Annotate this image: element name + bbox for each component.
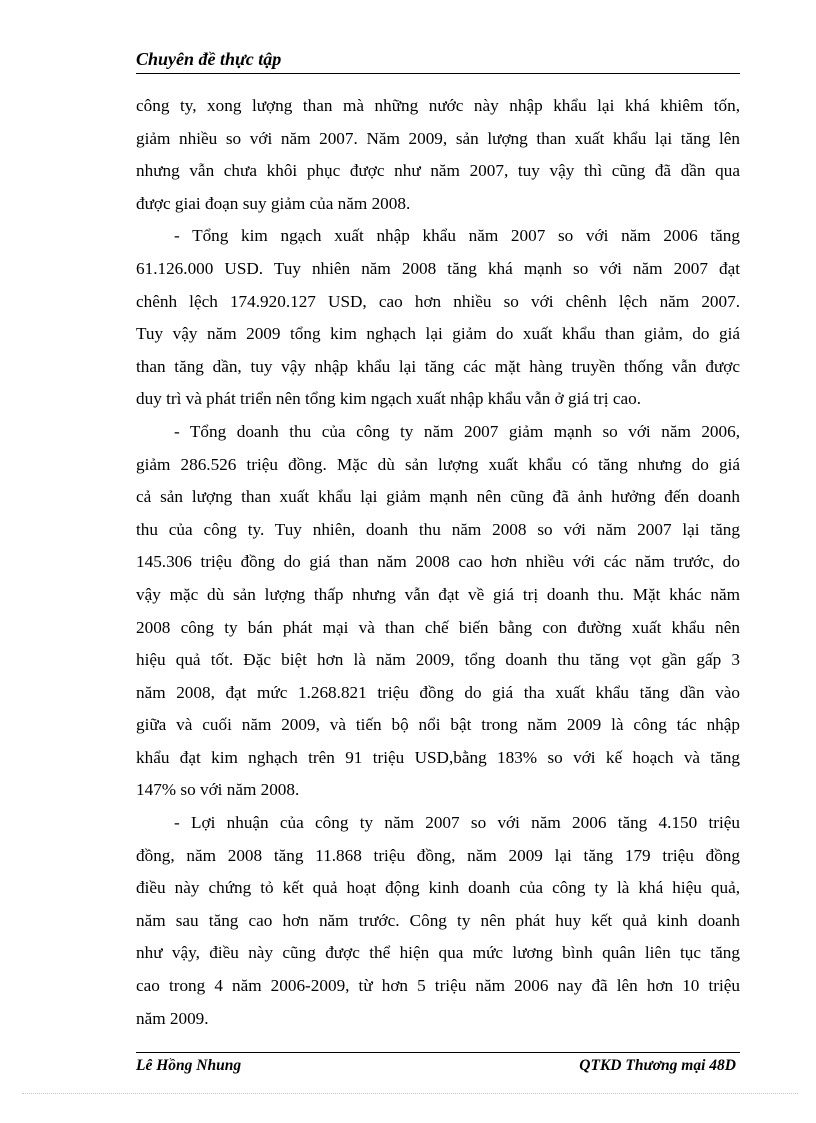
text-line: thu của công ty. Tuy nhiên, doanh thu năm 2008 so với năm 2007 lại tăng bbox=[136, 519, 740, 539]
text-line: - Lợi nhuận của công ty năm 2007 so với năm 2006 tăng 4.150 triệu bbox=[174, 813, 740, 833]
text-line: năm 2008, đạt mức 1.268.821 triệu đồng do giá tha xuất khẩu tăng dần vào bbox=[136, 682, 740, 702]
text-line: 2008 công ty bán phát mại và than chế biến bằng con đường xuất khẩu nên bbox=[136, 617, 740, 637]
text-line: 61.126.000 USD. Tuy nhiên năm 2008 tăng khá mạnh so với năm 2007 đạt bbox=[136, 258, 740, 278]
text-line: được giai đoạn suy giảm của năm 2008. bbox=[136, 193, 411, 213]
text-line: vậy mặc dù sản lượng thấp nhưng vẫn đạt về giá trị doanh thu. Mặt khác năm bbox=[136, 584, 740, 604]
text-line: công ty, xong lượng than mà những nước này nhập khẩu lại khá khiêm tốn, bbox=[136, 96, 740, 115]
text-line: năm 2009. bbox=[136, 1008, 209, 1028]
text-line: duy trì và phát triển nên tổng kim ngạch xuất nhập khẩu vẫn ở giá trị cao. bbox=[136, 389, 642, 409]
text-line: đồng, năm 2008 tăng 11.868 triệu đồng, năm 2009 lại tăng 179 triệu đồng bbox=[136, 845, 740, 865]
text-line: Tuy vậy năm 2009 tổng kim nghạch lại giảm do xuất khẩu than giảm, do giá bbox=[136, 324, 740, 344]
text-line: - Tổng doanh thu của công ty năm 2007 giảm mạnh so với năm 2006, bbox=[174, 421, 740, 441]
document-body bbox=[136, 90, 740, 1035]
text-line: giữa và cuối năm 2009, và tiến bộ nổi bật trong năm 2009 là công tác nhập bbox=[136, 715, 740, 735]
text-line: nhưng vẫn chưa khôi phục được như năm 2007, tuy vậy thì cũng đã dần qua bbox=[136, 161, 740, 181]
text-line: khẩu đạt kim nghạch trên 91 triệu USD,bằng 183% so với kế hoạch và tăng bbox=[136, 747, 740, 767]
footer-author: Lê Hồng Nhung bbox=[136, 1057, 242, 1074]
text-line: như vậy, điều này cũng được thể hiện qua mức lương bình quân liên tục tăng bbox=[136, 943, 740, 963]
text-line: điều này chứng tỏ kết quả hoạt động kinh doanh của công ty là khá hiệu quả, bbox=[136, 878, 740, 898]
footer-class: QTKD Thương mại 48D bbox=[579, 1057, 736, 1074]
text-line: chênh lệch 174.920.127 USD, cao hơn nhiều so với chênh lệch năm 2007. bbox=[136, 291, 740, 311]
text-line: hiệu quả tốt. Đặc biệt hơn là năm 2009, tổng doanh thu tăng vọt gần gấp 3 bbox=[136, 650, 740, 670]
text-line: năm sau tăng cao hơn năm trước. Công ty nên phát huy kết quả kinh doanh bbox=[136, 910, 740, 930]
page-header bbox=[136, 49, 740, 74]
page-edge-divider bbox=[22, 1093, 798, 1094]
text-line: giảm 286.526 triệu đồng. Mặc dù sản lượng xuất khẩu có tăng nhưng do giá bbox=[136, 454, 740, 474]
text-line: cả sản lượng than xuất khẩu lại giảm mạnh nên cũng đã ảnh hưởng đến doanh bbox=[136, 487, 740, 507]
text-line: giảm nhiều so với năm 2007. Năm 2009, sản lượng than xuất khẩu lại tăng lên bbox=[136, 128, 740, 148]
text-line: cao trong 4 năm 2006-2009, từ hơn 5 triệu năm 2006 nay đã lên hơn 10 triệu bbox=[136, 976, 740, 996]
text-line: 147% so với năm 2008. bbox=[136, 780, 300, 800]
text-line: - Tổng kim ngạch xuất nhập khẩu năm 2007 so với năm 2006 tăng bbox=[174, 226, 740, 246]
page-footer bbox=[136, 1052, 740, 1079]
header-title: Chuyên đề thực tập bbox=[136, 49, 282, 69]
text-line: than tăng dần, tuy vậy nhập khẩu lại tăng các mặt hàng truyền thống vẫn được bbox=[136, 356, 740, 376]
text-line: 145.306 triệu đồng do giá than năm 2008 cao hơn nhiều với các năm trước, do bbox=[136, 552, 740, 572]
